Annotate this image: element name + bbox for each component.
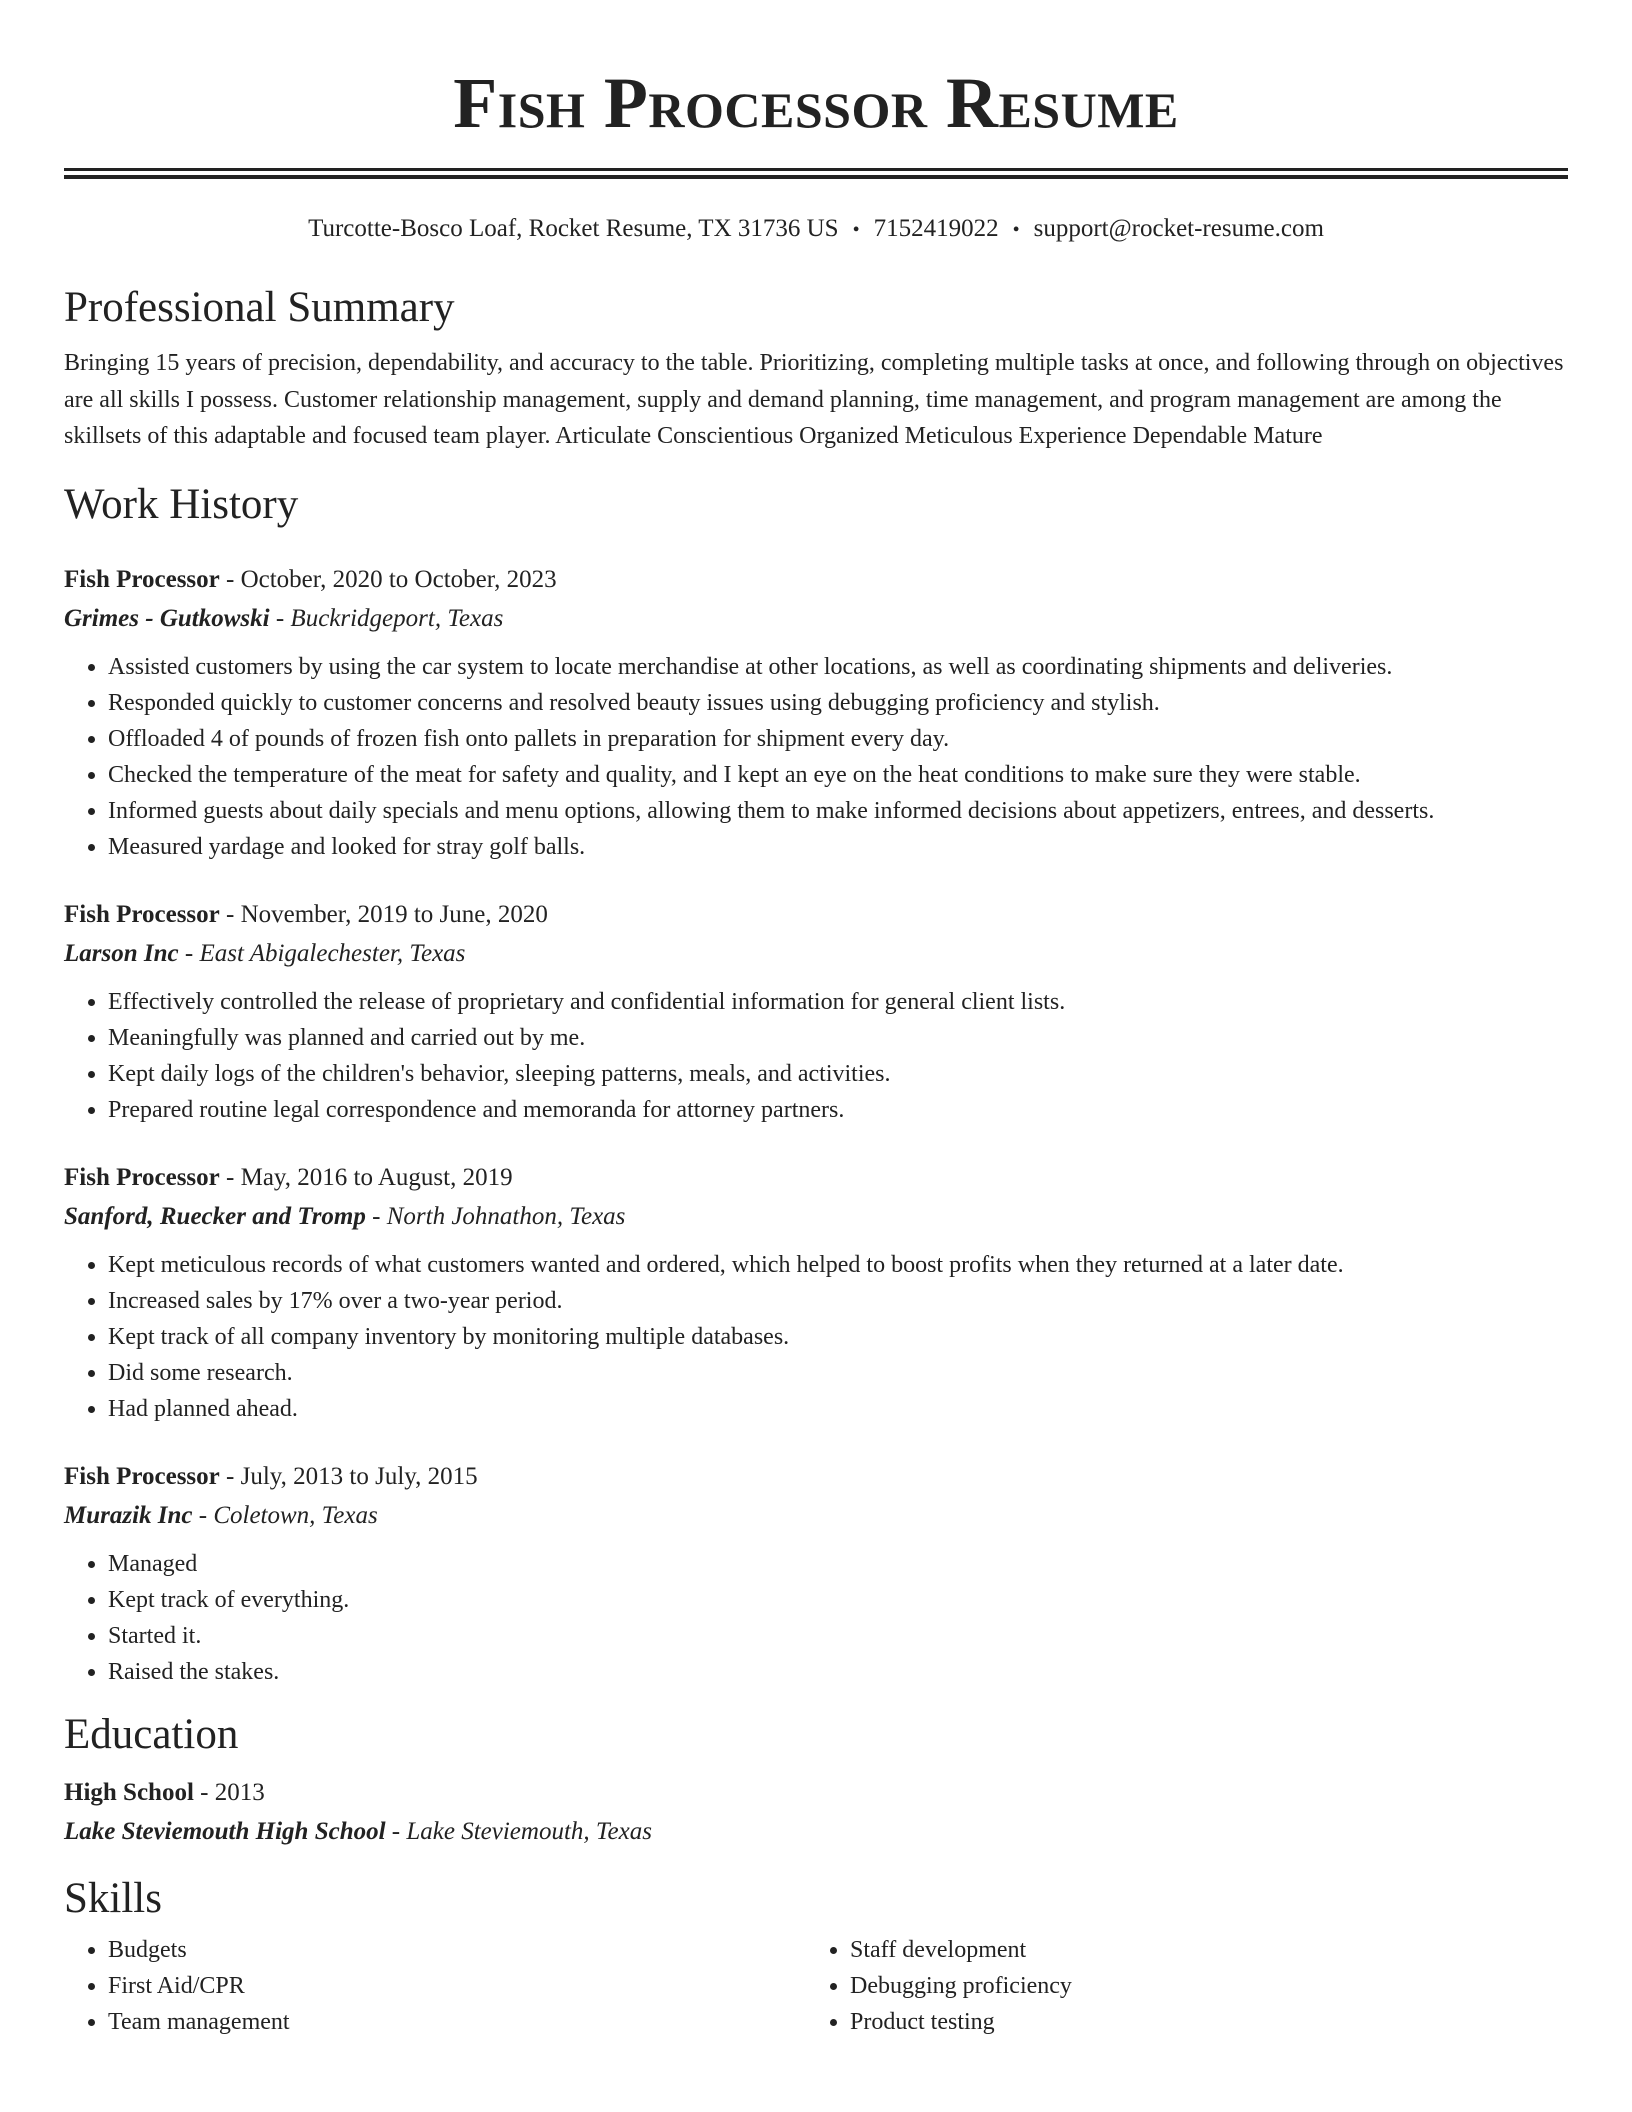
- job-bullet: • Raised the stakes.: [108, 1654, 1568, 1690]
- title-divider: [64, 168, 1568, 179]
- skills-list-right: [806, 1932, 1548, 2040]
- skill-item: • Staff development: [850, 1932, 1548, 1968]
- job-title-line: [64, 896, 1568, 934]
- job-dates: - July, 2013 to July, 2015: [219, 1462, 478, 1490]
- employer-name: Sanford, Ruecker and Tromp: [64, 1202, 366, 1230]
- job-bullet: • Started it.: [108, 1618, 1568, 1654]
- employer-name: Grimes - Gutkowski: [64, 604, 270, 632]
- employer-location: - Coletown, Texas: [192, 1501, 378, 1529]
- job-bullet: • Increased sales by 17% over a two-year period.: [108, 1283, 1568, 1319]
- skills-heading: Skills: [64, 1874, 162, 1922]
- job-bullets: [64, 984, 1568, 1128]
- job-bullet: • Informed guests about daily specials and menu options, allowing them to make informed decisions about appetizers, entrees, and desserts.: [108, 793, 1568, 829]
- skill-item: • Team management: [108, 2004, 806, 2040]
- job-bullet: • Responded quickly to customer concerns and resolved beauty issues using debugging proficiency and stylish.: [108, 685, 1568, 721]
- employer-location: - North Johnathon, Texas: [365, 1202, 626, 1230]
- job-title: Fish Processor: [64, 565, 220, 593]
- job-bullets: [64, 1247, 1568, 1427]
- contact-separator: •: [1012, 219, 1020, 241]
- job-bullet: • Kept track of all company inventory by monitoring multiple databases.: [108, 1319, 1568, 1355]
- school-location: - Lake Steviemouth, Texas: [385, 1817, 652, 1845]
- job-bullet: • Had planned ahead.: [108, 1391, 1568, 1427]
- job-title-line: [64, 1458, 1568, 1496]
- skill-item: • First Aid/CPR: [108, 1968, 806, 2004]
- work-history-heading: Work History: [64, 480, 299, 528]
- education-entry: [64, 1774, 1568, 1852]
- resume-title: Fish Processor Resume: [453, 63, 1179, 143]
- employer-name: Larson Inc: [64, 939, 179, 967]
- degree-year: - 2013: [193, 1778, 265, 1806]
- job-entry: [64, 561, 1568, 865]
- job-dates: - May, 2016 to August, 2019: [219, 1163, 513, 1191]
- employer-line: [64, 1197, 1568, 1237]
- job-bullet: • Prepared routine legal correspondence and memoranda for attorney partners.: [108, 1092, 1568, 1128]
- job-dates: - October, 2020 to October, 2023: [219, 565, 557, 593]
- education-section: [64, 1710, 1568, 1852]
- job-title-line: [64, 1159, 1568, 1197]
- employer-line: [64, 934, 1568, 974]
- employer-line: [64, 599, 1568, 639]
- summary-section: [64, 283, 1568, 455]
- degree-line: [64, 1774, 1568, 1812]
- job-bullets: [64, 1546, 1568, 1690]
- contact-phone: 7152419022: [873, 215, 999, 242]
- skill-item: • Budgets: [108, 1932, 806, 1968]
- divider-line-bottom: [64, 175, 1568, 179]
- school-line: [64, 1812, 1568, 1852]
- divider-line-top: [64, 168, 1568, 171]
- job-bullet: • Kept meticulous records of what customers wanted and ordered, which helped to boost profits when they returned at a later date.: [108, 1247, 1568, 1283]
- job-bullet: • Checked the temperature of the meat for safety and quality, and I kept an eye on the heat conditions to make sure they were stable.: [108, 757, 1568, 793]
- job-bullet: • Offloaded 4 of pounds of frozen fish onto pallets in preparation for shipment every day.: [108, 721, 1568, 757]
- skills-list-left: [64, 1932, 806, 2040]
- job-bullet: • Measured yardage and looked for stray golf balls.: [108, 829, 1568, 865]
- work-history-section: [64, 480, 1568, 1690]
- education-heading: Education: [64, 1710, 239, 1758]
- job-title: Fish Processor: [64, 1163, 220, 1191]
- summary-heading: Professional Summary: [64, 284, 455, 331]
- job-bullet: • Assisted customers by using the car system to locate merchandise at other locations, as well as coordinating shipments and deliveries.: [108, 649, 1568, 685]
- degree-name: High School: [64, 1778, 194, 1806]
- job-bullet: • Effectively controlled the release of proprietary and confidential information for general client lists.: [108, 984, 1568, 1020]
- job-bullet: • Kept daily logs of the children's behavior, sleeping patterns, meals, and activities.: [108, 1056, 1568, 1092]
- job-dates: - November, 2019 to June, 2020: [219, 900, 548, 928]
- job-bullet: • Meaningfully was planned and carried out by me.: [108, 1020, 1568, 1056]
- job-bullet: • Managed: [108, 1546, 1568, 1582]
- job-entry: [64, 1159, 1568, 1427]
- job-title: Fish Processor: [64, 1462, 220, 1490]
- contact-email: support@rocket-resume.com: [1033, 215, 1324, 242]
- employer-location: - Buckridgeport, Texas: [269, 604, 504, 632]
- summary-text: Bringing 15 years of precision, dependability, and accuracy to the table. Prioritizing, completing multiple tasks at once, and following through on objectives are all skills I possess. Customer relationship management, supply and demand planning, time management, and program management are among the skillsets of this adaptable and focused team player. Articulate Conscientious Organized Meticulous Experience Dependable Mature: [64, 350, 1564, 449]
- employer-name: Murazik Inc: [64, 1501, 193, 1529]
- contact-separator: •: [852, 219, 860, 241]
- job-title: Fish Processor: [64, 900, 220, 928]
- job-entry: [64, 896, 1568, 1128]
- job-bullet: • Did some research.: [108, 1355, 1568, 1391]
- employer-location: - East Abigalechester, Texas: [178, 939, 466, 967]
- job-entry: [64, 1458, 1568, 1690]
- contact-address: Turcotte-Bosco Loaf, Rocket Resume, TX 31736 US: [308, 215, 839, 242]
- skill-item: • Debugging proficiency: [850, 1968, 1548, 2004]
- contact-line: [64, 213, 1568, 246]
- job-bullet: • Kept track of everything.: [108, 1582, 1568, 1618]
- skills-columns: [64, 1932, 1568, 2040]
- school-name: Lake Steviemouth High School: [64, 1817, 386, 1845]
- job-title-line: [64, 561, 1568, 599]
- employer-line: [64, 1496, 1568, 1536]
- skill-item: • Product testing: [850, 2004, 1548, 2040]
- job-bullets: [64, 649, 1568, 865]
- skills-section: [64, 1874, 1568, 2040]
